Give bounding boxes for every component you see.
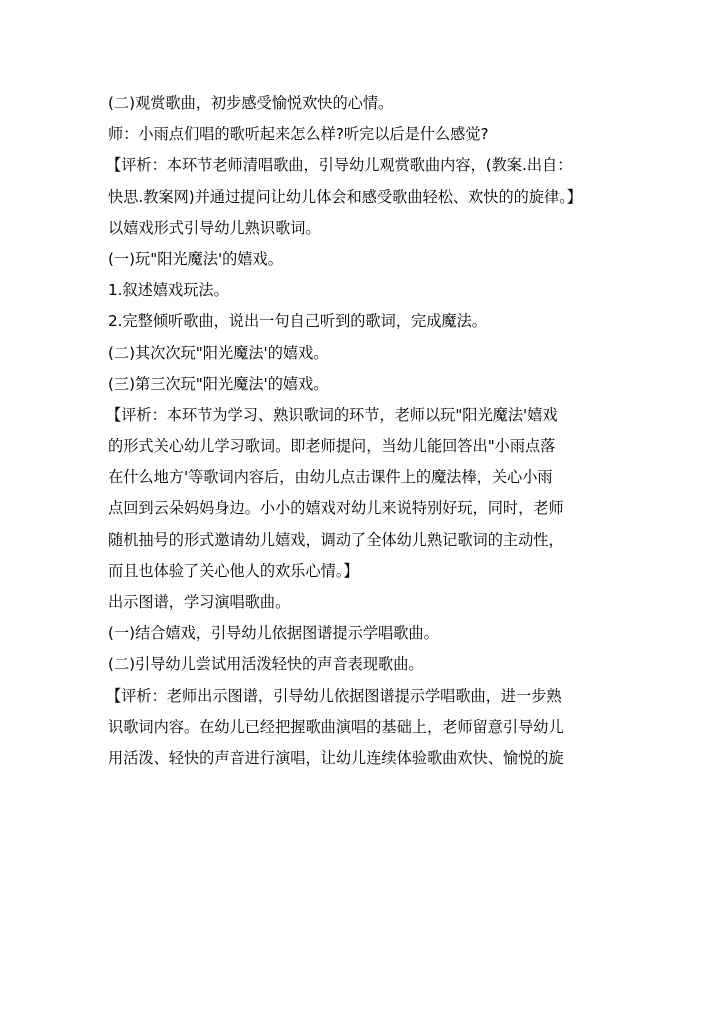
- subsection-heading: (一)结合嬉戏，引导幼儿依据图谱提示学唱歌曲。: [108, 624, 439, 643]
- section-heading: (二)观赏歌曲，初步感受愉悦欢快的心情。: [108, 94, 394, 112]
- commentary-line: 识歌词内容。在幼儿已经把握歌曲演唱的基础上，老师留意引导幼儿: [108, 717, 564, 736]
- commentary-line: 点回到云朵妈妈身边。小小的嬉戏对幼儿来说特别好玩，同时，老师: [108, 499, 564, 518]
- section-title: 以嬉戏形式引导幼儿熟识歌词。: [108, 218, 321, 237]
- section-title: 出示图谱，学习演唱歌曲。: [108, 593, 291, 611]
- teacher-question: 师：小雨点们唱的歌听起来怎么样?听完以后是什么感觉?: [108, 125, 489, 144]
- commentary-line: 随机抽号的形式邀请幼儿嬉戏，调动了全体幼儿熟记歌词的主动性，: [108, 530, 564, 549]
- subsection-heading: (二)引导幼儿尝试用活泼轻快的声音表现歌曲。: [108, 655, 424, 674]
- commentary-line: 在什么地方'等歌词内容后，由幼儿点击课件上的魔法棒，关心小雨: [108, 468, 553, 487]
- commentary-line: 【评析：本环节老师清唱歌曲，引导幼儿观赏歌曲内容，(教案.出自：: [106, 156, 573, 175]
- subsection-heading: (三)第三次玩"阳光魔法'的嬉戏。: [108, 374, 329, 393]
- commentary-line: 【评析：本环节为学习、熟识歌词的环节，老师以玩"阳光魔法'嬉戏: [106, 405, 558, 424]
- subsection-heading: (一)玩"阳光魔法'的嬉戏。: [108, 249, 283, 268]
- commentary-line: 用活泼、轻快的声音进行演唱，让幼儿连续体验歌曲欢快、愉悦的旋: [108, 748, 564, 767]
- subsection-heading: (二)其次次玩"阳光魔法'的嬉戏。: [108, 343, 329, 362]
- document-page: [108, 88, 628, 774]
- commentary-line: 的形式关心幼儿学习歌词。即老师提问，当幼儿能回答出"小雨点落: [108, 437, 556, 456]
- list-item: 2.完整倾听歌曲，说出一句自己听到的歌词，完成魔法。: [108, 312, 487, 331]
- commentary-line: 【评析：老师出示图谱，引导幼儿依据图谱提示学唱歌曲，进一步熟: [106, 686, 562, 705]
- commentary-line: 而且也体验了关心他人的欢乐心情。】: [108, 561, 359, 580]
- list-item: 1.叙述嬉戏玩法。: [108, 281, 229, 300]
- commentary-line: 快思.教案网)并通过提问让幼儿体会和感受歌曲轻松、欢快的的旋律。】: [108, 187, 582, 206]
